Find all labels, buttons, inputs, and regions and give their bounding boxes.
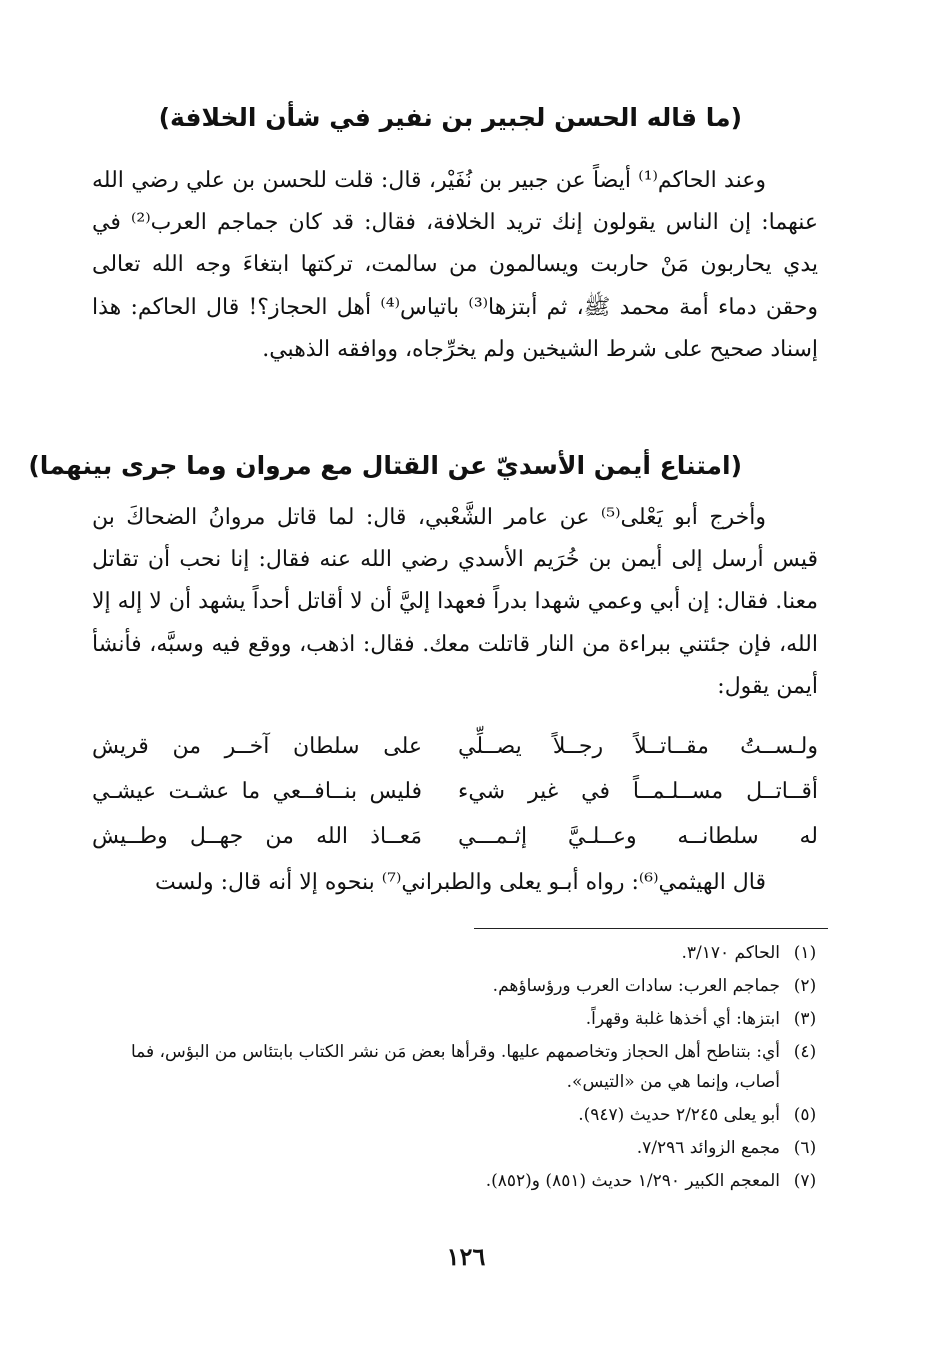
verse-first-hemistich: أقــاتــل مســلـمــاً في غير شيء	[458, 779, 818, 804]
paragraph-hasan	[92, 160, 818, 371]
footnote-number: (٦)	[793, 1138, 817, 1158]
footnote-text: الحاكم ٣/١٧٠.	[681, 943, 780, 963]
footnote-number: (٥)	[793, 1105, 817, 1125]
paragraph-ayman-text: وأخرج أبو يَعْلى⁽⁵⁾ عن عامر الشَّعْبي، قال: لما قاتل مروانُ الضحاكَ بن قيس أرسل إلى أيمن بن خُرَيم الأسدي رضي الله عنه فقال: إنا نحب أن تقاتل معنا. فقال: إن أبي وعمي شهدا بدراً فعهدا إليَّ أن لا أقاتل أحداً يشهد أن لا إله إلا الله، فإن جئتني ببراءة من النار قاتلت معك. فقال: اذهب، ووقع فيه وسبَّه، فأنشأ أيمن يقول:	[92, 505, 818, 699]
paragraph-haythami-text: قال الهيثمي⁽⁶⁾: رواه أبـو يعلى والطبراني⁽⁷⁾ بنحوه إلا أنه قال: ولست	[155, 870, 766, 895]
verse-first-hemistich: له سلطانــه وعــلـيَّ إثـمـــي	[458, 824, 818, 849]
footnote	[100, 1004, 824, 1034]
footnote-number: (٣)	[793, 1009, 817, 1029]
footnote	[100, 938, 824, 968]
poem-verse	[92, 769, 818, 814]
poem-verse	[92, 814, 818, 859]
page-number: ١٢٦	[446, 1242, 486, 1271]
footnote-divider	[474, 928, 828, 929]
footnote-text: أبو يعلى ٢/٢٤٥ حديث (٩٤٧).	[578, 1105, 780, 1125]
footnote-text: ابتزها: أي أخذها غلبة وقهراً.	[585, 1009, 780, 1029]
footnote-number: (٢)	[793, 976, 817, 996]
footnote-text: أي: بتناطح أهل الحجاز وتخاصمهم عليها. وقرأها بعض مَن نشر الكتاب بابتئاس من البؤس، فما أصاب، وإنما هي من «التيس».	[130, 1042, 780, 1092]
footnote-number: (٧)	[793, 1171, 817, 1191]
footnote	[100, 1037, 824, 1097]
footnote-text: المعجم الكبير ١/٢٩٠ حديث (٨٥١) و(٨٥٢).	[485, 1171, 780, 1191]
paragraph-haythami	[92, 862, 818, 904]
verse-second-hemistich: على سلطان آخــر من قريش	[92, 734, 422, 759]
verse-second-hemistich: فليس بنــافــعي ما عشـت عيشـي	[92, 779, 422, 804]
footnote	[100, 1166, 824, 1196]
section-heading-caliphate: (ما قاله الحسن لجبير بن نفير في شأن الخلافة)	[158, 103, 742, 132]
verse-first-hemistich: ولـســتُ مقــاتــلاً رجــلاً يصــلِّي	[458, 734, 818, 759]
footnote-text: جماجم العرب: سادات العرب ورؤساؤهم.	[492, 976, 780, 996]
section-heading-ayman: (امتناع أيمن الأسديّ عن القتال مع مروان وما جرى بينهما)	[28, 451, 742, 480]
footnote-text: مجمع الزوائد ٧/٢٩٦.	[636, 1138, 780, 1158]
footnotes	[100, 938, 824, 1199]
verse-second-hemistich: مَعــاذ الله من جهــل وطــيش	[92, 824, 422, 849]
footnote	[100, 1100, 824, 1130]
paragraph-hasan-text: وعند الحاكم⁽¹⁾ أيضاً عن جبير بن نُفَيْر، قال: قلت للحسن بن علي رضي الله عنهما: إن الناس يقولون إنك تريد الخلافة، فقال: قد كان جماجم العرب⁽²⁾ في يدي يحاربون مَنْ حاربت ويسالمون من سالمت، تركتها ابتغاءَ وجه الله تعالى وحقن دماء أمة محمد ﷺ، ثم أبتزها⁽³⁾ باتياس⁽⁴⁾ أهل الحجاز؟! قال الحاكم: هذا إسناد صحيح على شرط الشيخين ولم يخرِّجاه، ووافقه الذهبي.	[92, 168, 819, 362]
footnote-number: (١)	[793, 943, 817, 963]
poem-verse	[92, 724, 818, 769]
poem	[92, 724, 818, 859]
footnote-number: (٤)	[793, 1042, 817, 1062]
footnote	[100, 971, 824, 1001]
footnote	[100, 1133, 824, 1163]
paragraph-ayman	[92, 497, 818, 708]
